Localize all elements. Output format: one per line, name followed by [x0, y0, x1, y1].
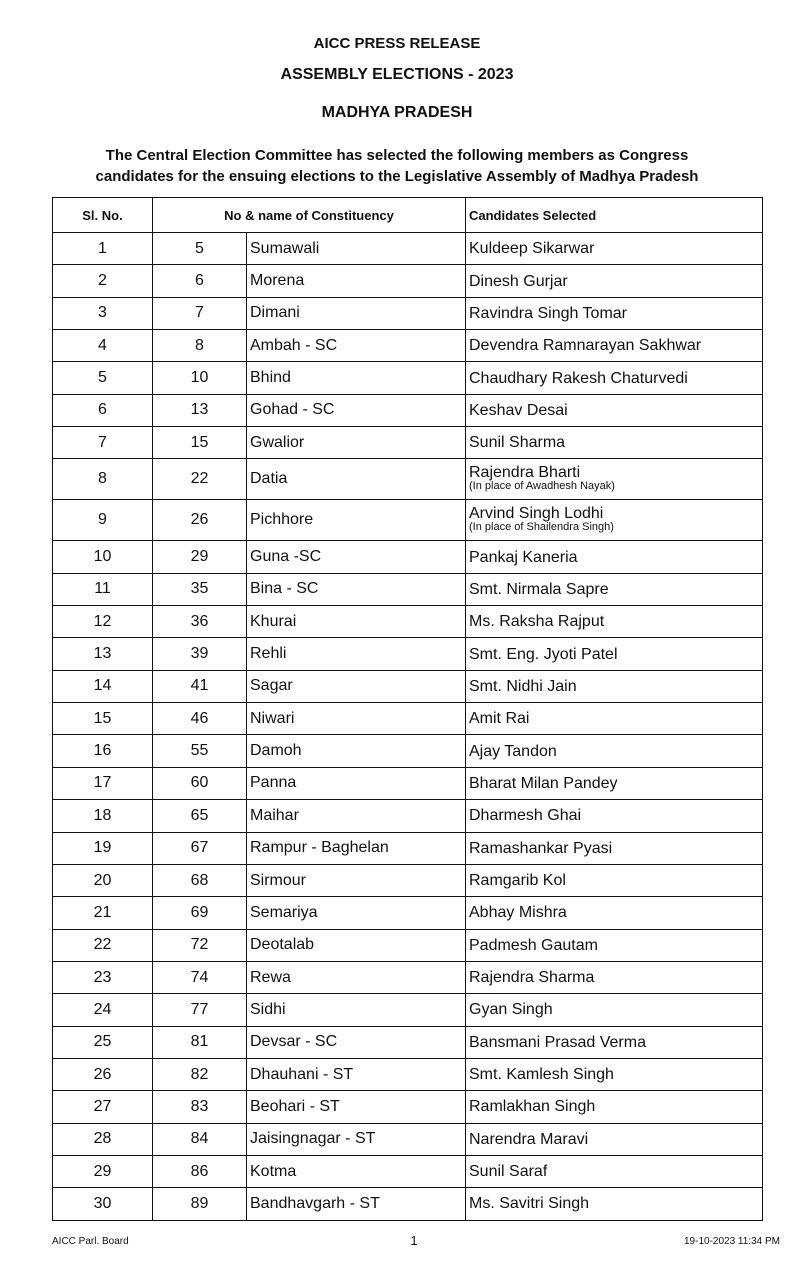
candidate-cell: [466, 638, 763, 670]
candidate-cell: [466, 1155, 763, 1187]
constituency-name-cell: Pichhore: [247, 500, 466, 541]
candidate-cell: [466, 961, 763, 993]
candidate-cell: [466, 1058, 763, 1090]
intro-line-2: candidates for the ensuing elections to the Legislative Assembly of Madhya Pradesh: [95, 168, 699, 185]
table-row: [53, 929, 763, 961]
serial-number-cell: 2: [53, 265, 153, 297]
candidate-cell: [466, 994, 763, 1026]
constituency-number-cell: 81: [153, 1026, 247, 1058]
table-row: [53, 1091, 763, 1123]
candidate-cell: [466, 459, 763, 500]
candidate-cell: [466, 541, 763, 573]
constituency-number-cell: 77: [153, 994, 247, 1026]
candidate-name: Rajendra Bharti: [469, 464, 581, 482]
candidate-name: Chaudhary Rakesh Chaturvedi: [469, 369, 688, 387]
constituency-number-cell: 26: [153, 500, 247, 541]
constituency-name-cell: Semariya: [247, 897, 466, 929]
constituency-number-cell: 55: [153, 735, 247, 767]
table-row: [53, 767, 763, 799]
constituency-name-cell: Sagar: [247, 670, 466, 702]
serial-number-cell: 6: [53, 394, 153, 426]
serial-number-cell: 25: [53, 1026, 153, 1058]
candidate-name: Smt. Nirmala Sapre: [469, 580, 609, 598]
serial-number-cell: 3: [53, 297, 153, 329]
table-row: [53, 1123, 763, 1155]
candidate-name: Ramlakhan Singh: [469, 1098, 596, 1116]
serial-number-cell: 5: [53, 362, 153, 394]
footer-page-number: 1: [410, 1233, 418, 1248]
constituency-number-cell: 6: [153, 265, 247, 297]
table-row: [53, 638, 763, 670]
table-row: [53, 500, 763, 541]
header-sl-no: Sl. No.: [53, 198, 153, 233]
constituency-name-cell: Guna -SC: [247, 541, 466, 573]
constituency-number-cell: 8: [153, 330, 247, 362]
constituency-number-cell: 10: [153, 362, 247, 394]
table-row: [53, 670, 763, 702]
candidate-cell: [466, 670, 763, 702]
candidate-name: Amit Rai: [469, 710, 530, 728]
candidate-cell: [466, 394, 763, 426]
candidate-name: Rajendra Sharma: [469, 969, 595, 987]
serial-number-cell: 27: [53, 1091, 153, 1123]
candidate-name: Padmesh Gautam: [469, 936, 598, 954]
replacement-note: (In place of Shailendra Singh): [469, 521, 614, 534]
constituency-name-cell: Morena: [247, 265, 466, 297]
constituency-number-cell: 89: [153, 1188, 247, 1220]
constituency-number-cell: 82: [153, 1058, 247, 1090]
constituency-name-cell: Ambah - SC: [247, 330, 466, 362]
constituency-name-cell: Niwari: [247, 703, 466, 735]
table-row: [53, 1188, 763, 1220]
table-header-row: [53, 198, 763, 233]
serial-number-cell: 14: [53, 670, 153, 702]
candidate-name: Devendra Ramnarayan Sakhwar: [469, 337, 702, 355]
serial-number-cell: 7: [53, 427, 153, 459]
table-row: [53, 297, 763, 329]
constituency-name-cell: Damoh: [247, 735, 466, 767]
footer-board: AICC Parl. Board: [52, 1236, 129, 1247]
footer-timestamp: 19-10-2023 11:34 PM: [684, 1236, 780, 1247]
table-row: [53, 1058, 763, 1090]
table-row: [53, 1155, 763, 1187]
constituency-number-cell: 74: [153, 961, 247, 993]
candidate-name: Narendra Maravi: [469, 1130, 589, 1148]
serial-number-cell: 8: [53, 459, 153, 500]
candidate-cell: [466, 500, 763, 541]
serial-number-cell: 30: [53, 1188, 153, 1220]
candidate-name: Dharmesh Ghai: [469, 807, 582, 825]
candidate-name: Arvind Singh Lodhi: [469, 505, 604, 523]
candidate-name: Kuldeep Sikarwar: [469, 240, 595, 258]
candidate-cell: [466, 233, 763, 265]
constituency-number-cell: 83: [153, 1091, 247, 1123]
serial-number-cell: 20: [53, 864, 153, 896]
candidate-cell: [466, 703, 763, 735]
constituency-name-cell: Sidhi: [247, 994, 466, 1026]
constituency-number-cell: 5: [153, 233, 247, 265]
press-release-title: AICC PRESS RELEASE: [313, 35, 481, 52]
constituency-number-cell: 65: [153, 800, 247, 832]
candidate-cell: [466, 735, 763, 767]
constituency-name-cell: Sirmour: [247, 864, 466, 896]
candidate-cell: [466, 1188, 763, 1220]
constituency-number-cell: 22: [153, 459, 247, 500]
constituency-number-cell: 39: [153, 638, 247, 670]
constituency-name-cell: Gohad - SC: [247, 394, 466, 426]
candidate-name: Pankaj Kaneria: [469, 548, 578, 566]
constituency-name-cell: Dhauhani - ST: [247, 1058, 466, 1090]
serial-number-cell: 10: [53, 541, 153, 573]
constituency-number-cell: 15: [153, 427, 247, 459]
candidate-name: Smt. Kamlesh Singh: [469, 1066, 614, 1084]
constituency-number-cell: 29: [153, 541, 247, 573]
candidate-cell: [466, 1091, 763, 1123]
constituency-number-cell: 60: [153, 767, 247, 799]
table-row: [53, 573, 763, 605]
constituency-name-cell: Beohari - ST: [247, 1091, 466, 1123]
constituency-number-cell: 72: [153, 929, 247, 961]
candidate-name: Sunil Sharma: [469, 434, 566, 452]
serial-number-cell: 16: [53, 735, 153, 767]
serial-number-cell: 13: [53, 638, 153, 670]
candidate-name: Smt. Eng. Jyoti Patel: [469, 645, 618, 663]
constituency-number-cell: 67: [153, 832, 247, 864]
table-row: [53, 994, 763, 1026]
table-row: [53, 1026, 763, 1058]
candidate-cell: [466, 1026, 763, 1058]
replacement-note: (In place of Awadhesh Nayak): [469, 480, 615, 493]
candidate-name: Dinesh Gurjar: [469, 272, 568, 290]
constituency-name-cell: Devsar - SC: [247, 1026, 466, 1058]
candidate-name: Smt. Nidhi Jain: [469, 677, 577, 695]
constituency-number-cell: 13: [153, 394, 247, 426]
serial-number-cell: 26: [53, 1058, 153, 1090]
header-candidates: Candidates Selected: [466, 198, 763, 233]
table-row: [53, 265, 763, 297]
constituency-name-cell: Jaisingnagar - ST: [247, 1123, 466, 1155]
table-row: [53, 606, 763, 638]
candidate-name: Ms. Savitri Singh: [469, 1195, 590, 1213]
candidates-table: [52, 197, 763, 1221]
candidate-name: Ravindra Singh Tomar: [469, 304, 628, 322]
constituency-number-cell: 35: [153, 573, 247, 605]
header-constituency: No & name of Constituency: [153, 198, 466, 233]
table-row: [53, 703, 763, 735]
constituency-number-cell: 69: [153, 897, 247, 929]
candidate-name: Bharat Milan Pandey: [469, 774, 618, 792]
serial-number-cell: 23: [53, 961, 153, 993]
table-row: [53, 427, 763, 459]
serial-number-cell: 18: [53, 800, 153, 832]
constituency-name-cell: Deotalab: [247, 929, 466, 961]
candidate-name: Ms. Raksha Rajput: [469, 613, 605, 631]
candidate-cell: [466, 897, 763, 929]
constituency-name-cell: Khurai: [247, 606, 466, 638]
table-row: [53, 897, 763, 929]
candidate-cell: [466, 330, 763, 362]
table-row: [53, 735, 763, 767]
elections-title: ASSEMBLY ELECTIONS - 2023: [280, 66, 514, 83]
table-row: [53, 362, 763, 394]
constituency-name-cell: Dimani: [247, 297, 466, 329]
serial-number-cell: 4: [53, 330, 153, 362]
candidate-name: Gyan Singh: [469, 1001, 553, 1019]
candidate-name: Ramashankar Pyasi: [469, 839, 613, 857]
candidate-cell: [466, 1123, 763, 1155]
constituency-number-cell: 46: [153, 703, 247, 735]
constituency-name-cell: Maihar: [247, 800, 466, 832]
serial-number-cell: 1: [53, 233, 153, 265]
constituency-name-cell: Gwalior: [247, 427, 466, 459]
serial-number-cell: 22: [53, 929, 153, 961]
intro-line-1: The Central Election Committee has selected the following members as Congress: [105, 147, 689, 164]
constituency-name-cell: Rampur - Baghelan: [247, 832, 466, 864]
constituency-name-cell: Panna: [247, 767, 466, 799]
candidate-cell: [466, 864, 763, 896]
candidate-name: Sunil Saraf: [469, 1163, 548, 1181]
constituency-number-cell: 86: [153, 1155, 247, 1187]
candidate-name: Keshav Desai: [469, 401, 568, 419]
candidate-name: Abhay Mishra: [469, 904, 567, 922]
candidate-cell: [466, 606, 763, 638]
constituency-number-cell: 41: [153, 670, 247, 702]
table-row: [53, 800, 763, 832]
serial-number-cell: 21: [53, 897, 153, 929]
candidate-name: Ajay Tandon: [469, 742, 557, 760]
serial-number-cell: 24: [53, 994, 153, 1026]
table-row: [53, 864, 763, 896]
candidate-cell: [466, 573, 763, 605]
candidate-name: Ramgarib Kol: [469, 872, 566, 890]
constituency-name-cell: Rehli: [247, 638, 466, 670]
candidate-cell: [466, 929, 763, 961]
constituency-name-cell: Bandhavgarh - ST: [247, 1188, 466, 1220]
constituency-number-cell: 7: [153, 297, 247, 329]
constituency-number-cell: 36: [153, 606, 247, 638]
constituency-name-cell: Rewa: [247, 961, 466, 993]
serial-number-cell: 12: [53, 606, 153, 638]
table-row: [53, 459, 763, 500]
serial-number-cell: 29: [53, 1155, 153, 1187]
candidate-cell: [466, 362, 763, 394]
constituency-number-cell: 68: [153, 864, 247, 896]
candidate-cell: [466, 767, 763, 799]
constituency-name-cell: Bhind: [247, 362, 466, 394]
serial-number-cell: 11: [53, 573, 153, 605]
candidate-cell: [466, 265, 763, 297]
candidate-cell: [466, 427, 763, 459]
serial-number-cell: 17: [53, 767, 153, 799]
serial-number-cell: 19: [53, 832, 153, 864]
constituency-name-cell: Datia: [247, 459, 466, 500]
table-row: [53, 832, 763, 864]
table-row: [53, 233, 763, 265]
candidate-cell: [466, 297, 763, 329]
candidate-cell: [466, 832, 763, 864]
state-title: MADHYA PRADESH: [321, 104, 473, 121]
constituency-name-cell: Bina - SC: [247, 573, 466, 605]
serial-number-cell: 28: [53, 1123, 153, 1155]
table-row: [53, 961, 763, 993]
candidate-cell: [466, 800, 763, 832]
serial-number-cell: 15: [53, 703, 153, 735]
table-row: [53, 330, 763, 362]
constituency-name-cell: Kotma: [247, 1155, 466, 1187]
serial-number-cell: 9: [53, 500, 153, 541]
candidate-name: Bansmani Prasad Verma: [469, 1033, 646, 1051]
constituency-number-cell: 84: [153, 1123, 247, 1155]
constituency-name-cell: Sumawali: [247, 233, 466, 265]
table-row: [53, 541, 763, 573]
table-row: [53, 394, 763, 426]
